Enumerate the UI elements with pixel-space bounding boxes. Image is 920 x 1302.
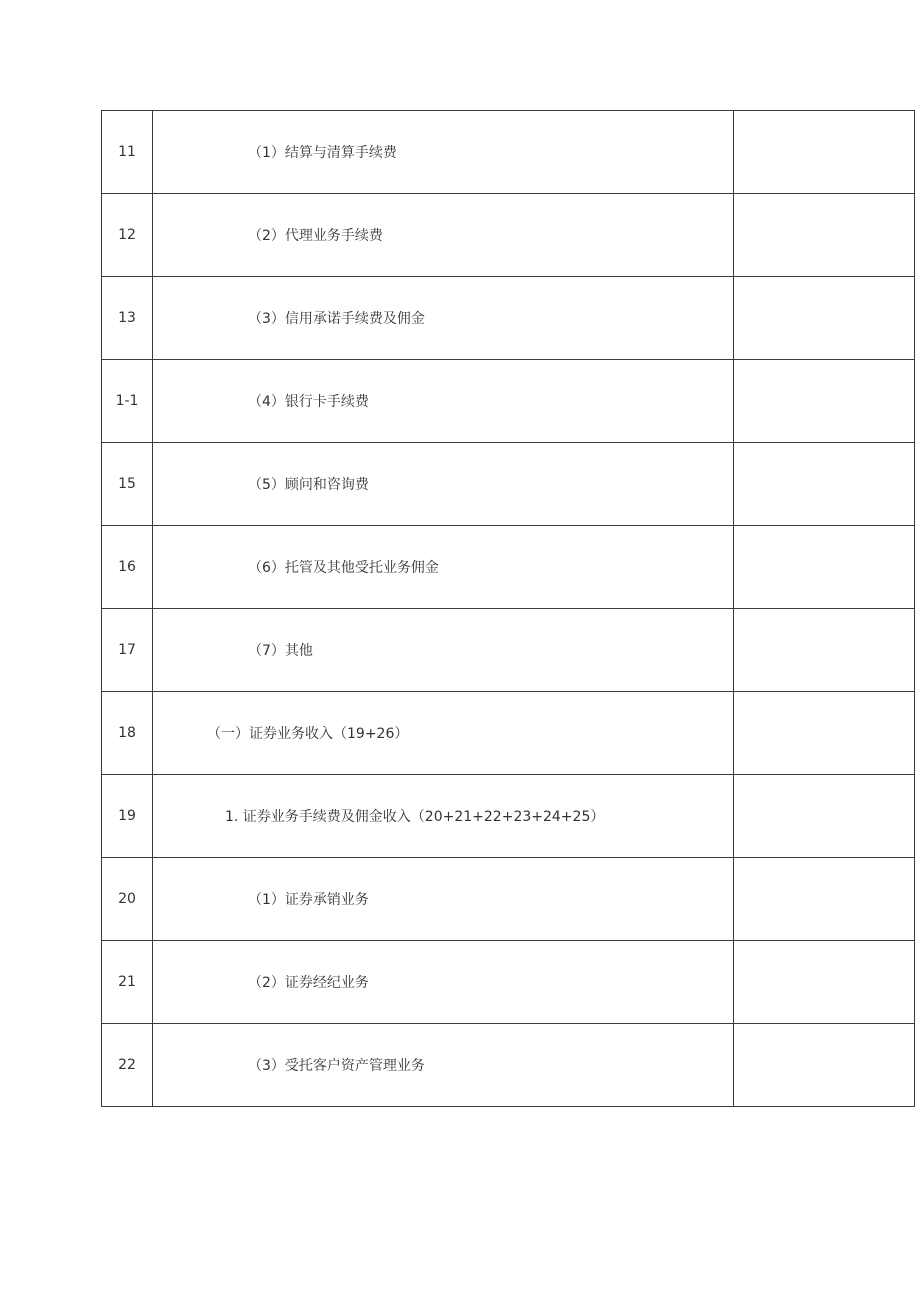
row-value-cell [734, 1024, 915, 1107]
financial-report-table [101, 110, 915, 1107]
table-row [102, 111, 915, 194]
row-number: 22 [102, 1024, 153, 1107]
row-item-label: （7）其他 [153, 609, 734, 692]
row-item-label: （5）顾问和咨询费 [153, 443, 734, 526]
row-number: 13 [102, 277, 153, 360]
row-value-cell [734, 111, 915, 194]
row-value-cell [734, 941, 915, 1024]
row-number: 11 [102, 111, 153, 194]
row-value-cell [734, 360, 915, 443]
row-item-label: （一）证券业务收入（19+26） [153, 692, 734, 775]
table-row [102, 360, 915, 443]
row-number: 21 [102, 941, 153, 1024]
row-number: 17 [102, 609, 153, 692]
table-row [102, 526, 915, 609]
row-value-cell [734, 609, 915, 692]
row-item-label: （2）代理业务手续费 [153, 194, 734, 277]
row-number: 16 [102, 526, 153, 609]
table-row [102, 941, 915, 1024]
table-row [102, 775, 915, 858]
row-number: 18 [102, 692, 153, 775]
row-item-label: （1）结算与清算手续费 [153, 111, 734, 194]
row-item-label: （6）托管及其他受托业务佣金 [153, 526, 734, 609]
table-row [102, 858, 915, 941]
row-value-cell [734, 692, 915, 775]
table-row [102, 194, 915, 277]
table-row [102, 277, 915, 360]
row-number: 19 [102, 775, 153, 858]
row-value-cell [734, 443, 915, 526]
row-number: 20 [102, 858, 153, 941]
row-item-label: （1）证券承销业务 [153, 858, 734, 941]
row-value-cell [734, 194, 915, 277]
row-value-cell [734, 526, 915, 609]
table-row [102, 692, 915, 775]
row-number: 15 [102, 443, 153, 526]
table-row [102, 609, 915, 692]
row-item-label: （4）银行卡手续费 [153, 360, 734, 443]
row-number: 1-1 [102, 360, 153, 443]
table-row [102, 443, 915, 526]
row-item-label: （3）受托客户资产管理业务 [153, 1024, 734, 1107]
table-row [102, 1024, 915, 1107]
row-item-label: （2）证券经纪业务 [153, 941, 734, 1024]
row-value-cell [734, 775, 915, 858]
row-value-cell [734, 858, 915, 941]
row-item-label: 1. 证券业务手续费及佣金收入（20+21+22+23+24+25） [153, 775, 734, 858]
row-number: 12 [102, 194, 153, 277]
row-item-label: （3）信用承诺手续费及佣金 [153, 277, 734, 360]
row-value-cell [734, 277, 915, 360]
